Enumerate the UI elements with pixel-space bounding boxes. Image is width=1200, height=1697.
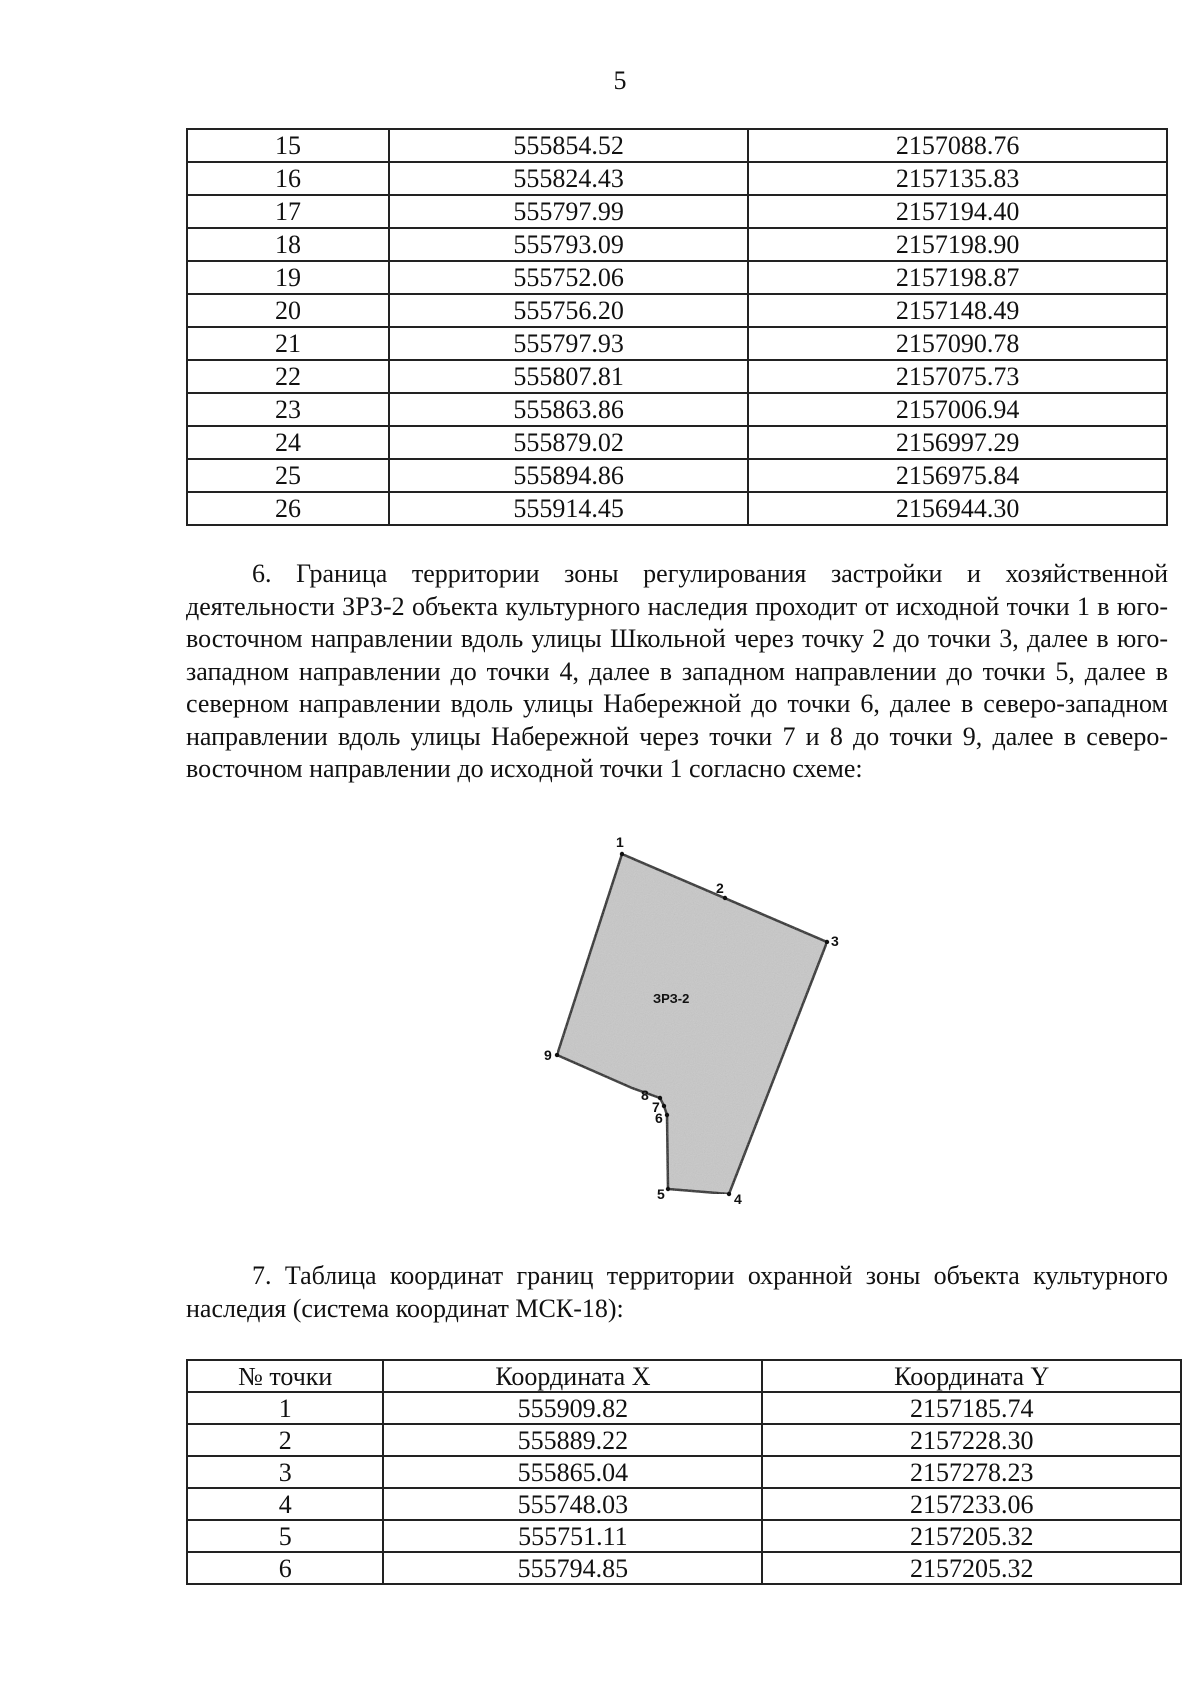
cell-point-number: 4	[187, 1488, 383, 1520]
protection-zone-coordinates-table	[186, 1359, 1182, 1585]
cell-coordinate-x: 555793.09	[389, 228, 748, 261]
cell-coordinate-x: 555914.45	[389, 492, 748, 525]
cell-coordinate-y: 2157185.74	[762, 1392, 1181, 1424]
header-coordinate-x: Координата X	[383, 1360, 762, 1392]
table-row	[187, 1456, 1181, 1488]
cell-coordinate-y: 2157205.32	[762, 1520, 1181, 1552]
table-row	[187, 129, 1167, 162]
cell-point-number: 16	[187, 162, 389, 195]
zrz2-zone-polygon	[557, 854, 827, 1194]
cell-point-number: 22	[187, 360, 389, 393]
cell-coordinate-y: 2157148.49	[748, 294, 1167, 327]
table-row	[187, 492, 1167, 525]
zone-label: ЗРЗ-2	[653, 991, 690, 1006]
table-row	[187, 1520, 1181, 1552]
paragraph-6-zrz2-boundary: 6. Граница территории зоны регулирования застройки и хозяйственной деятельности ЗРЗ-2 объекта культурного наследия проходит от исходной точки 1 в юго-восточном направлении вдоль улицы Школьной через точку 2 до точки 3, далее в юго-западном направлении до точки 4, далее в западном направлении до точки 5, далее в северном направлении вдоль улицы Набережной до точки 6, далее в северо-западном направлении вдоль улицы Набережной через точки 7 и 8 до точки 9, далее в северо-восточном направлении до исходной точки 1 согласно схеме:	[186, 559, 1168, 783]
cell-coordinate-x: 555807.81	[389, 360, 748, 393]
cell-coordinate-y: 2157198.90	[748, 228, 1167, 261]
vertex-2	[723, 896, 727, 900]
table-row	[187, 1392, 1181, 1424]
cell-point-number: 21	[187, 327, 389, 360]
table-row	[187, 228, 1167, 261]
cell-coordinate-y: 2157135.83	[748, 162, 1167, 195]
table-row	[187, 1488, 1181, 1520]
cell-coordinate-y: 2157278.23	[762, 1456, 1181, 1488]
cell-coordinate-y: 2157088.76	[748, 129, 1167, 162]
cell-coordinate-y: 2156997.29	[748, 426, 1167, 459]
coordinates-table-continued	[186, 128, 1168, 526]
cell-coordinate-y: 2157194.40	[748, 195, 1167, 228]
table-row	[187, 360, 1167, 393]
cell-coordinate-x: 555879.02	[389, 426, 748, 459]
table2-body	[187, 1392, 1181, 1584]
table2-header-row	[187, 1360, 1181, 1392]
table1-body	[187, 129, 1167, 525]
cell-point-number: 6	[187, 1552, 383, 1584]
table-row	[187, 294, 1167, 327]
table-row	[187, 459, 1167, 492]
cell-coordinate-y: 2157233.06	[762, 1488, 1181, 1520]
point-label-6: 6	[655, 1110, 663, 1126]
vertex-5	[666, 1187, 670, 1191]
table-row	[187, 1424, 1181, 1456]
point-label-9: 9	[544, 1047, 552, 1063]
table-row	[187, 426, 1167, 459]
cell-point-number: 3	[187, 1456, 383, 1488]
point-label-5: 5	[657, 1186, 665, 1202]
cell-point-number: 19	[187, 261, 389, 294]
cell-point-number: 26	[187, 492, 389, 525]
cell-coordinate-x: 555889.22	[383, 1424, 762, 1456]
cell-coordinate-x: 555863.86	[389, 393, 748, 426]
cell-coordinate-x: 555751.11	[383, 1520, 762, 1552]
cell-point-number: 15	[187, 129, 389, 162]
cell-coordinate-y: 2156944.30	[748, 492, 1167, 525]
cell-point-number: 25	[187, 459, 389, 492]
table-row	[187, 393, 1167, 426]
cell-coordinate-x: 555909.82	[383, 1392, 762, 1424]
point-label-4: 4	[734, 1191, 742, 1207]
cell-point-number: 23	[187, 393, 389, 426]
cell-coordinate-x: 555756.20	[389, 294, 748, 327]
cell-point-number: 5	[187, 1520, 383, 1552]
cell-coordinate-y: 2157006.94	[748, 393, 1167, 426]
vertex-7	[662, 1104, 666, 1108]
table-row	[187, 162, 1167, 195]
cell-coordinate-x: 555894.86	[389, 459, 748, 492]
page-number: 5	[613, 66, 627, 95]
vertex-1	[620, 852, 624, 856]
cell-point-number: 20	[187, 294, 389, 327]
cell-coordinate-x: 555854.52	[389, 129, 748, 162]
point-label-8: 8	[641, 1087, 649, 1103]
cell-coordinate-x: 555824.43	[389, 162, 748, 195]
cell-coordinate-y: 2157090.78	[748, 327, 1167, 360]
cell-coordinate-x: 555794.85	[383, 1552, 762, 1584]
point-label-1: 1	[616, 834, 624, 850]
paragraph-7-table-caption: 7. Таблица координат границ территории охранной зоны объекта культурного наследия (система координат МСК-18):	[186, 1261, 1168, 1323]
vertex-4	[727, 1192, 731, 1196]
cell-coordinate-y: 2157075.73	[748, 360, 1167, 393]
cell-coordinate-y: 2157205.32	[762, 1552, 1181, 1584]
point-label-7: 7	[652, 1099, 660, 1115]
cell-coordinate-x: 555865.04	[383, 1456, 762, 1488]
header-coordinate-y: Координата Y	[762, 1360, 1181, 1392]
cell-point-number: 18	[187, 228, 389, 261]
cell-point-number: 1	[187, 1392, 383, 1424]
cell-coordinate-x: 555797.99	[389, 195, 748, 228]
cell-point-number: 24	[187, 426, 389, 459]
vertex-3	[825, 940, 829, 944]
cell-coordinate-y: 2156975.84	[748, 459, 1167, 492]
cell-coordinate-x: 555752.06	[389, 261, 748, 294]
table-row	[187, 327, 1167, 360]
vertex-9	[555, 1053, 559, 1057]
cell-coordinate-y: 2157228.30	[762, 1424, 1181, 1456]
cell-coordinate-x: 555797.93	[389, 327, 748, 360]
vertex-6	[665, 1113, 669, 1117]
cell-coordinate-x: 555748.03	[383, 1488, 762, 1520]
table-row	[187, 261, 1167, 294]
cell-coordinate-y: 2157198.87	[748, 261, 1167, 294]
cell-point-number: 2	[187, 1424, 383, 1456]
table-row	[187, 195, 1167, 228]
zrz2-scheme	[530, 830, 860, 1220]
point-label-2: 2	[716, 880, 724, 896]
header-point-number: № точки	[187, 1360, 383, 1392]
point-label-3: 3	[831, 933, 839, 949]
cell-point-number: 17	[187, 195, 389, 228]
table-row	[187, 1552, 1181, 1584]
